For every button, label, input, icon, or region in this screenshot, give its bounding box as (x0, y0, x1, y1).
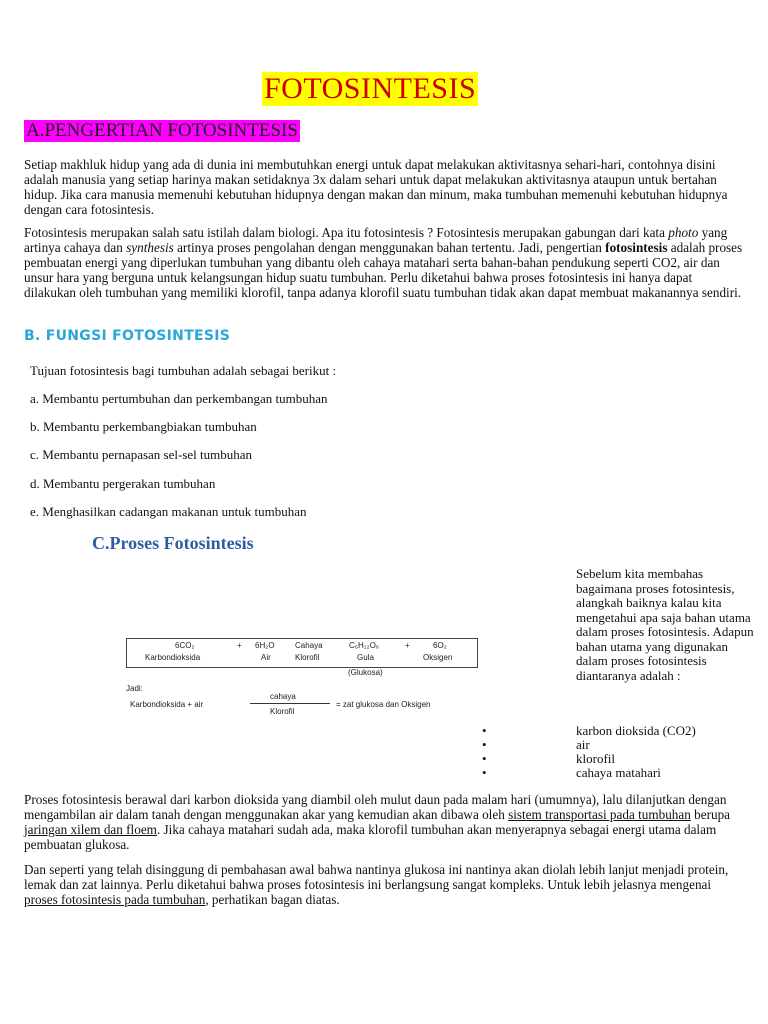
section-a-paragraph-1: Setiap makhluk hidup yang ada di dunia ini membutuhkan energi untuk dapat melakukan aktivitasnya sehari-hari, contohnya disini adalah manusia yang setiap harinya makan setidaknya 3x dalam sehari untuk dapat melakukan aktivitasnya ataupun untuk bertahan hidup. Jika cara manusia memenuhi kebutuhan hidupnya dengan makan dan minum, maka tumbuhan memenuhi kebutuhan hidupnya dengan cara fotosintesis. (24, 157, 728, 217)
list-item: c. Membantu pernapasan sel-sel tumbuhan (30, 447, 253, 462)
text-run: berupa (690, 807, 731, 822)
product-glucose: C₆H₁₂O₆ (349, 641, 380, 650)
list-item: d. Membantu pergerakan tumbuhan (30, 476, 216, 491)
reactant-co2: 6CO₂ (175, 641, 195, 650)
list-item: b. Membantu perkembangbiakan tumbuhan (30, 419, 257, 434)
text-run: . Jika cahaya matahari sudah ada, maka klorofil tumbuhan akan menyerapnya sebagai energi utama dalam pembuatan glukosa. (24, 822, 717, 852)
section-c-heading: C.Proses Fotosintesis (92, 533, 254, 553)
plus-sign: + (237, 641, 242, 650)
text-run: Fotosintesis merupakan salah satu istilah dalam biologi. Apa itu fotosintesis ? Fotosintesis merupakan gabungan dari kata (24, 225, 669, 240)
link-jaringan-xilem-floem[interactable]: jaringan xilem dan floem (24, 822, 157, 837)
word-equation-right: = zat glukosa dan Oksigen (336, 700, 431, 709)
section-c-paragraph-1 (24, 792, 744, 852)
link-proses-fotosintesis[interactable]: proses fotosintesis pada tumbuhan (24, 892, 206, 907)
section-b-intro: Tujuan fotosintesis bagi tumbuhan adalah sebagai berikut : (30, 363, 337, 378)
jadi-label: Jadi: (126, 684, 143, 693)
product-o2: 6O₂ (433, 641, 447, 650)
plus-sign: + (405, 641, 410, 650)
section-b-heading: B. FUNGSI FOTOSINTESIS (24, 328, 231, 344)
italic-term-synthesis: synthesis (126, 240, 174, 255)
text-run: Dan seperti yang telah disinggung di pembahasan awal bahwa nantinya glukosa ini nantinya akan diolah lebih lanjut menjadi protein, lemak dan zat lainnya. Perlu diketahui bahwa proses fotosintesis ini berlangsung sangat kompleks. Untuk lebih jelasnya mengenai (24, 862, 729, 892)
photosynthesis-equation-figure (120, 632, 490, 752)
section-a-heading: A.PENGERTIAN FOTOSINTESIS (26, 120, 298, 141)
condition-light: Cahaya (295, 641, 323, 650)
bold-term-fotosintesis: fotosintesis (605, 240, 668, 255)
text-run: Proses fotosintesis berawal dari karbon dioksida yang diambil oleh mulut daun pada malam hari (umumnya), lalu dilanjutkan dengan mengambilan air dalam tanah dengan menggunakan akar yang kemudian akan dibawa oleh (24, 792, 727, 822)
section-c-paragraph-2 (24, 862, 744, 907)
fraction-line (250, 703, 330, 704)
page-title: FOTOSINTESIS (264, 72, 477, 105)
text-run: , perhatikan bagan diatas. (205, 892, 340, 907)
reactant-h2o: 6H₂O (255, 641, 275, 650)
word-equation-condition-top: cahaya (270, 692, 296, 701)
section-a-paragraph-2 (24, 225, 744, 300)
label-water: Air (261, 653, 271, 662)
word-equation-condition-bottom: Klorofil (270, 707, 295, 716)
label-glucose: (Glukosa) (348, 668, 383, 677)
text-run: artinya proses pengolahan dengan menggunakan bahan tertentu. Jadi, pengertian (173, 240, 606, 255)
list-item: e. Menghasilkan cadangan makanan untuk tumbuhan (30, 504, 307, 519)
label-chlorophyll: Klorofil (295, 653, 320, 662)
italic-term-photo: photo (668, 225, 699, 240)
list-item: a. Membantu pertumbuhan dan perkembangan tumbuhan (30, 391, 328, 406)
label-sugar: Gula (357, 653, 374, 662)
text-run: yang artinya cahaya dan (24, 225, 728, 255)
equation-box (126, 638, 478, 668)
label-oxygen: Oksigen (423, 653, 453, 662)
link-sistem-transportasi[interactable]: sistem transportasi pada tumbuhan (508, 807, 691, 822)
label-carbon-dioxide: Karbondioksida (145, 653, 201, 662)
section-c-side-text: Sebelum kita membahas bagaimana proses fotosintesis, alangkah baiknya kalau kita mengetahui apa saja bahan utama dalam proses fotosintesis. Adapun bahan utama yang digunakan dalam proses fotosintesis diantaranya adalah : (576, 566, 754, 683)
text-run: adalah proses pembuatan energi yang diperlukan tumbuhan yang dibantu oleh cahaya matahari serta bahan-bahan pendukung seperti CO2, air dan unsur hara yang berguna untuk kelangsungan hidup suatu tumbuhan. Perlu diketahui bahwa proses fotosintesis ini hanya dapat dilakukan oleh tumbuhan yang memiliki klorofil, tanpa adanya klorofil suatu tumbuhan tidak akan dapat membuat makanannya sendiri. (24, 240, 743, 300)
word-equation-left: Karbondioksida + air (130, 700, 204, 709)
